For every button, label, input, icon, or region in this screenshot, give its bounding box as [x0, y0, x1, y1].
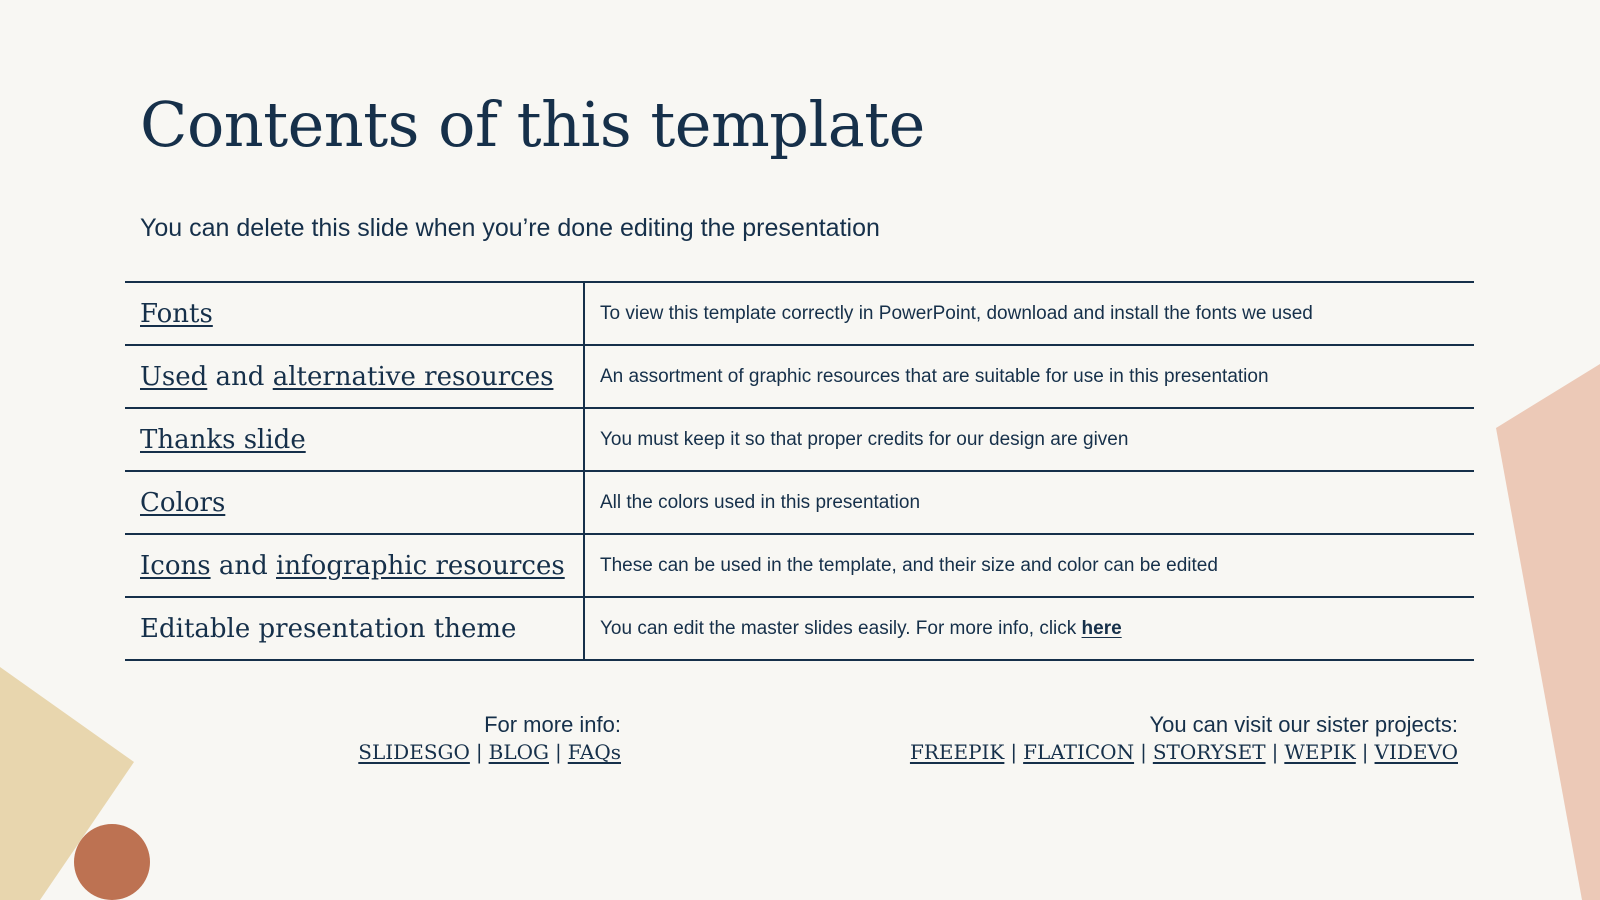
colors-link[interactable]: Colors [140, 487, 226, 518]
row-description-cell: These can be used in the template, and their size and color can be edited [584, 534, 1474, 597]
row-topic-cell: Editable presentation theme [125, 597, 584, 660]
table-row [125, 471, 1474, 534]
row-description-cell [584, 597, 1474, 660]
table-row [125, 345, 1474, 408]
row-description-cell: An assortment of graphic resources that are suitable for use in this presentation [584, 345, 1474, 408]
page-title: Contents of this template [140, 88, 925, 161]
table-row [125, 534, 1474, 597]
terracotta-circle-shape [74, 824, 150, 900]
description-text: You can edit the master slides easily. For more info, click [600, 617, 1082, 639]
storyset-link[interactable]: STORYSET [1152, 740, 1266, 764]
table-row [125, 408, 1474, 471]
link-separator: | [1140, 740, 1147, 764]
thanks-slide-link[interactable]: Thanks slide [140, 424, 306, 455]
fonts-link[interactable]: Fonts [140, 298, 213, 329]
more-info-links [358, 738, 621, 766]
link-separator: | [475, 740, 483, 764]
freepik-link[interactable]: FREEPIK [909, 740, 1005, 764]
row-description-cell: All the colors used in this presentation [584, 471, 1474, 534]
here-link[interactable]: here [1081, 617, 1122, 639]
sister-projects-links [910, 738, 1458, 766]
more-info-label: For more info: [484, 712, 621, 737]
connector-text: and [207, 361, 273, 392]
infographic-resources-link[interactable]: infographic resources [276, 550, 565, 581]
videvo-link[interactable]: VIDEVO [1374, 740, 1458, 764]
connector-text: and [210, 550, 276, 581]
row-description-cell: You must keep it so that proper credits for our design are given [584, 408, 1474, 471]
link-separator: | [1361, 740, 1369, 764]
more-info-footer [358, 712, 621, 766]
used-resources-link[interactable]: Used [140, 361, 208, 392]
row-topic-cell [125, 534, 584, 597]
alternative-resources-link[interactable]: alternative resources [272, 361, 554, 392]
table-row [125, 282, 1474, 345]
row-topic-cell [125, 282, 584, 345]
contents-table [125, 281, 1474, 661]
faqs-link[interactable]: FAQs [567, 740, 621, 764]
wepik-link[interactable]: WEPIK [1284, 740, 1356, 764]
blog-link[interactable]: BLOG [488, 740, 549, 764]
link-separator: | [555, 740, 562, 764]
flaticon-link[interactable]: FLATICON [1023, 740, 1135, 764]
sister-projects-footer [910, 712, 1458, 766]
row-topic-cell [125, 408, 584, 471]
sister-projects-label: You can visit our sister projects: [1149, 712, 1458, 737]
row-topic-cell [125, 471, 584, 534]
icons-link[interactable]: Icons [140, 550, 211, 581]
table-row [125, 597, 1474, 660]
peach-quad-shape [1496, 364, 1600, 900]
slidesgo-link[interactable]: SLIDESGO [358, 740, 470, 764]
link-separator: | [1271, 740, 1279, 764]
row-topic-cell [125, 345, 584, 408]
page-subtitle: You can delete this slide when you’re done editing the presentation [140, 214, 880, 242]
link-separator: | [1010, 740, 1018, 764]
row-description-cell: To view this template correctly in PowerPoint, download and install the fonts we used [584, 282, 1474, 345]
